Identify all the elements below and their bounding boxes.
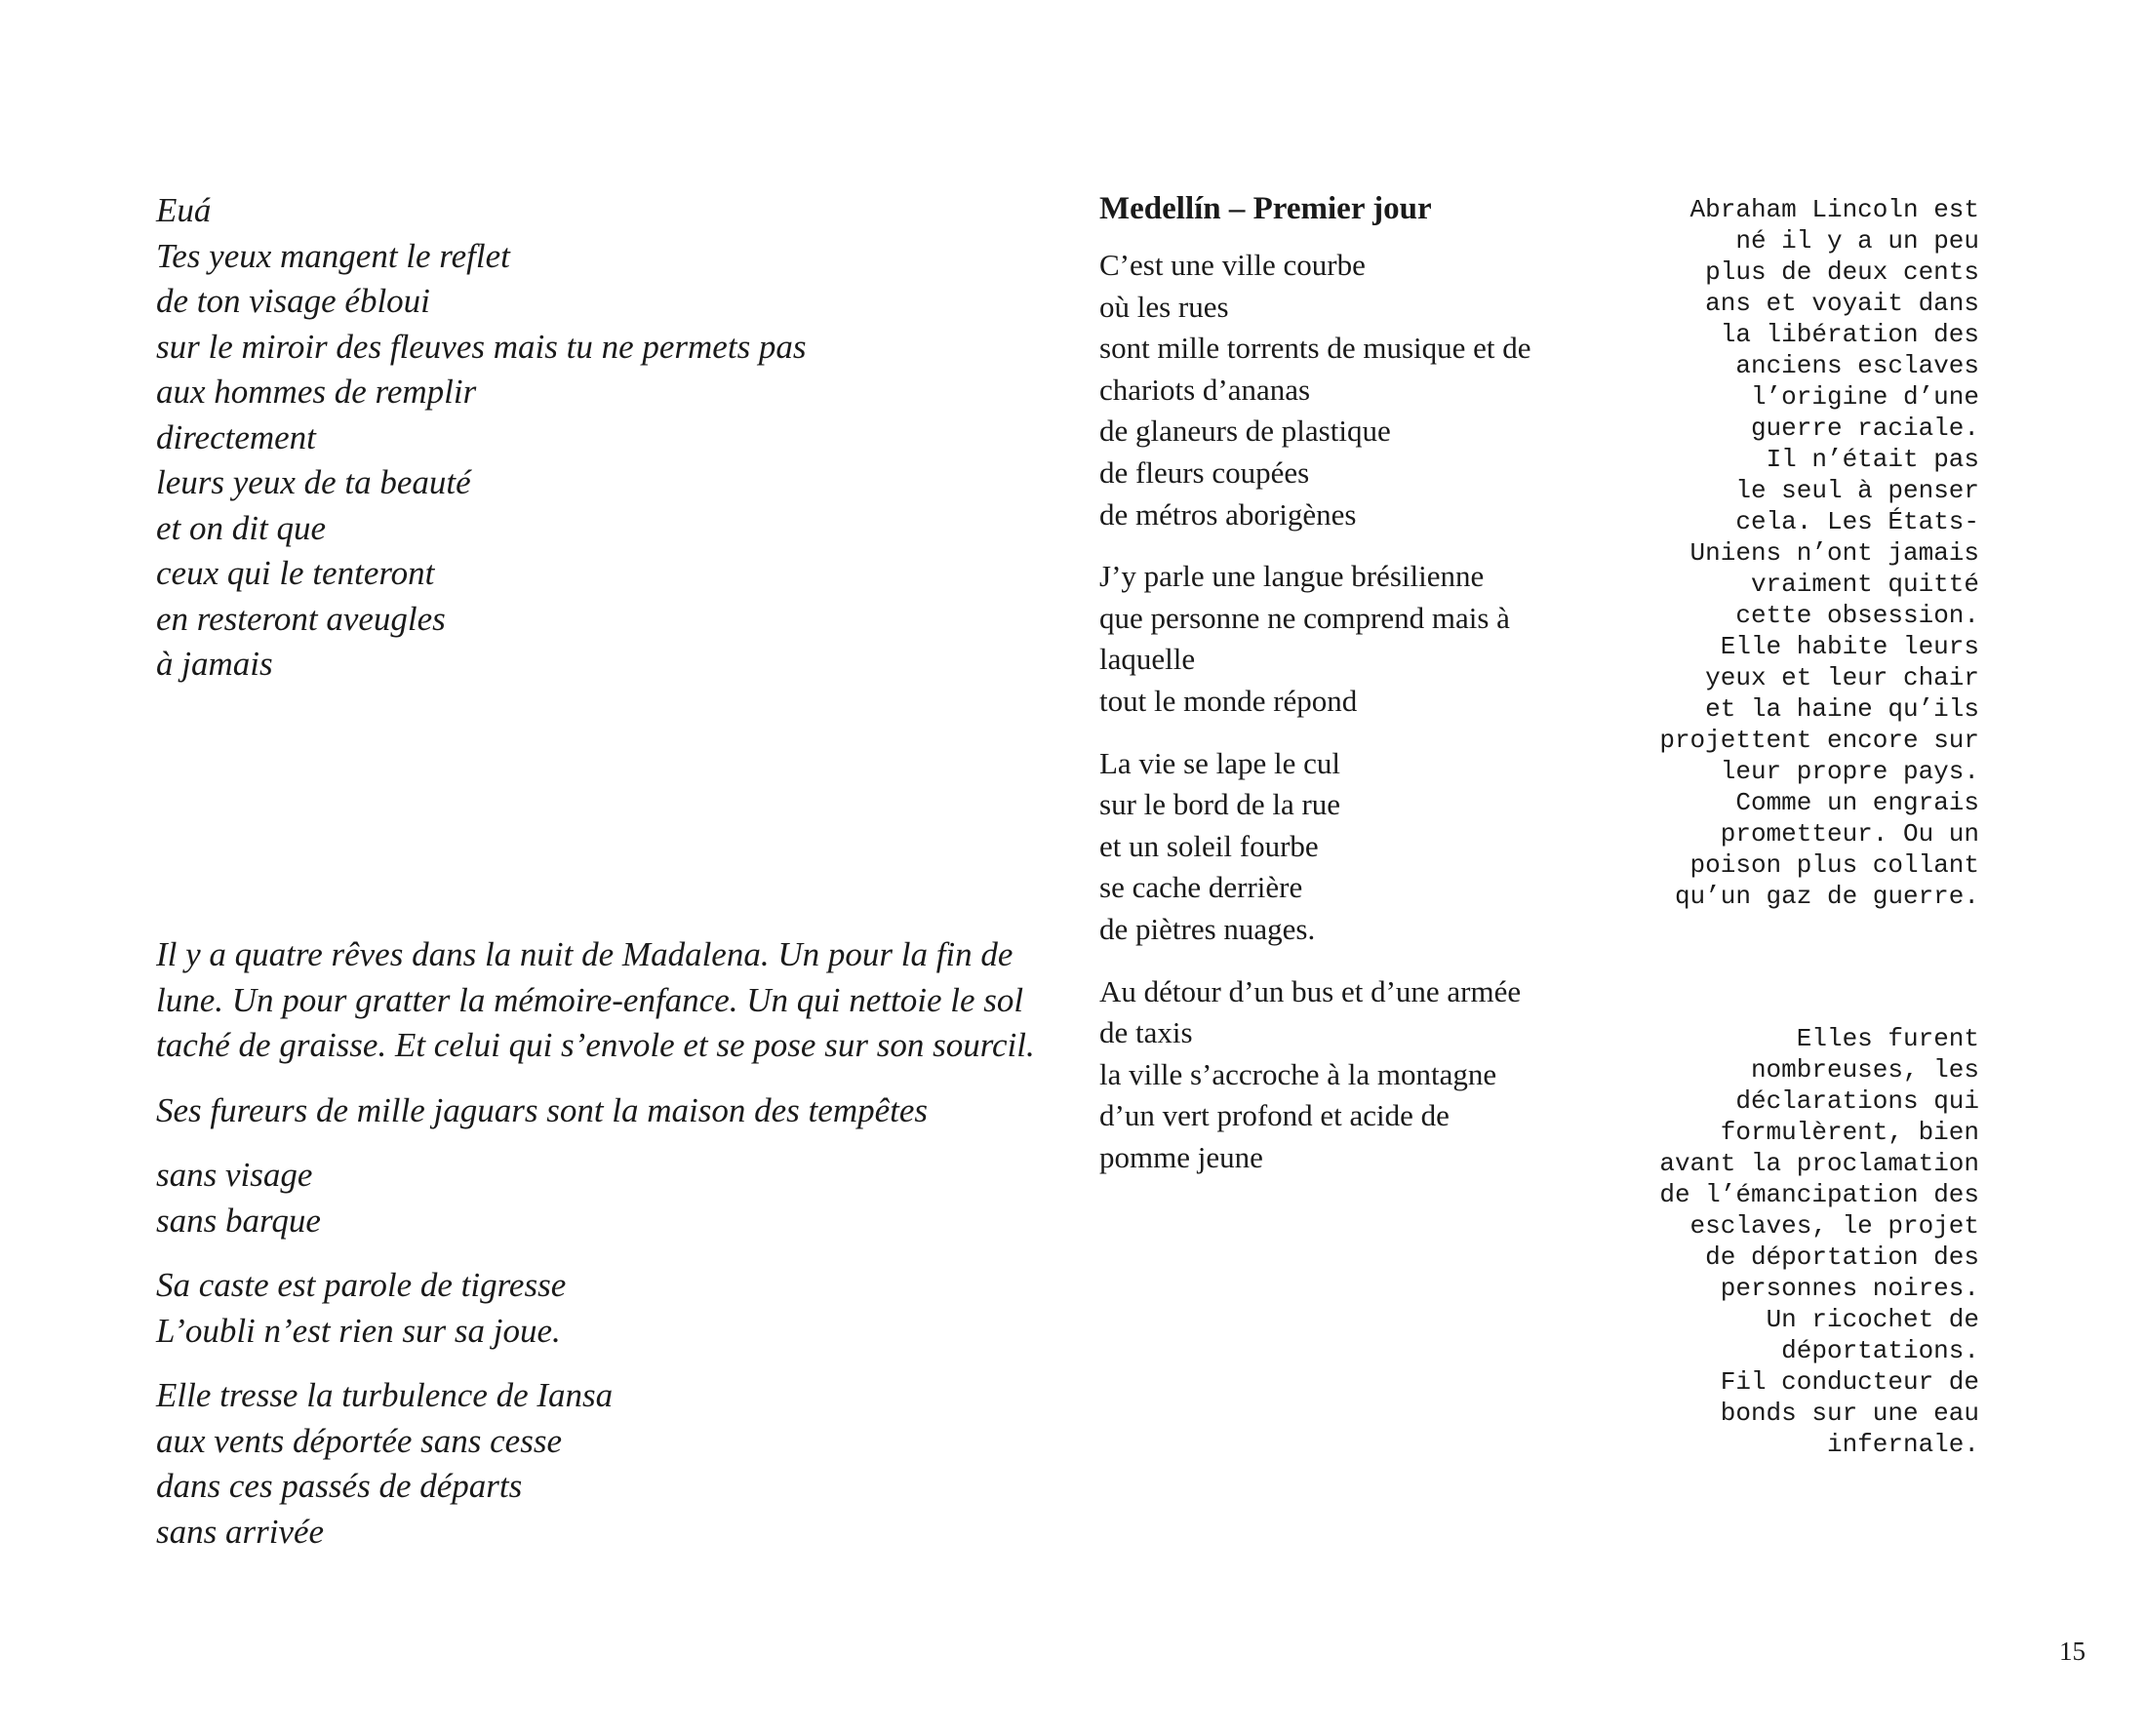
note-line: leur propre pays. <box>1720 757 1979 786</box>
note-line: Elle habite leurs <box>1720 632 1979 661</box>
note-line: Elles furent <box>1796 1024 1979 1053</box>
note-line: plus de deux cents <box>1705 257 1979 287</box>
page-number: 15 <box>2059 1637 2086 1666</box>
note-line: anciens esclaves <box>1735 351 1979 380</box>
poem-line: de piètres nuages. <box>1099 911 1316 946</box>
poem-line: Elle tresse la turbulence de Iansa <box>156 1376 614 1414</box>
poem-line: aux hommes de remplir <box>156 373 477 411</box>
poem-line: sur le bord de la rue <box>1099 787 1341 822</box>
poem-line: Au détour d’un bus et d’une armée <box>1099 973 1522 1008</box>
note-line: qu’un gaz de guerre. <box>1674 882 1979 911</box>
poem-line: Tes yeux mangent le reflet <box>156 236 510 275</box>
stanza <box>156 1088 1034 1134</box>
poem-line: sans barque <box>156 1201 321 1240</box>
poem-line: de métros aborigènes <box>1099 496 1357 532</box>
note-line: Comme un engrais <box>1735 788 1979 817</box>
poem-line: sont mille torrents de musique et de <box>1099 331 1531 366</box>
poem-line: et un soleil fourbe <box>1099 828 1319 863</box>
poem-line: La vie se lape le cul <box>1099 745 1341 780</box>
note-line: Fil conducteur de <box>1720 1367 1979 1397</box>
poem-line: de glaneurs de plastique <box>1099 414 1391 449</box>
note-line: déclarations qui <box>1735 1086 1979 1116</box>
poem-line: à jamais <box>156 645 273 683</box>
poem-line: se cache derrière <box>1099 870 1303 905</box>
poem-line: ceux qui le tenteront <box>156 554 435 592</box>
note-line: projettent encore sur <box>1659 726 1979 755</box>
note-line: ans et voyait dans <box>1705 289 1979 318</box>
note-line: infernale. <box>1826 1430 1979 1459</box>
poem-title: Medellín – Premier jour <box>1099 191 1432 226</box>
poem-line: d’un vert profond et acide de <box>1099 1098 1450 1133</box>
note-line: cette obsession. <box>1735 601 1979 630</box>
stanza <box>156 1153 1034 1243</box>
note-line: esclaves, le projet <box>1689 1211 1979 1241</box>
note-line: déportations. <box>1781 1336 1979 1365</box>
stanza <box>1099 743 1587 951</box>
poem-line: aux vents déportée sans cesse <box>156 1421 562 1460</box>
poem-line: sur le miroir des fleuves mais tu ne permets pas <box>156 327 807 366</box>
note-line: Un ricochet de <box>1766 1305 1979 1334</box>
poem-line: chariots d’ananas <box>1099 372 1311 407</box>
poem-line: la ville s’accroche à la montagne <box>1099 1056 1497 1091</box>
poem-line: sans arrivée <box>156 1512 325 1551</box>
poem-line: de taxis <box>1099 1015 1193 1050</box>
stanza <box>1099 556 1587 722</box>
poem-line: sans visage <box>156 1156 313 1194</box>
note-line: bonds sur une eau <box>1720 1399 1979 1428</box>
note-line: Abraham Lincoln est <box>1689 195 1979 224</box>
note-line: Il n’était pas <box>1766 445 1979 474</box>
note-line: prometteur. Ou un <box>1720 819 1979 848</box>
poem-line: J’y parle une langue brésilienne <box>1099 559 1485 594</box>
poem-line: L’oubli n’est rien sur sa joue. <box>156 1311 561 1350</box>
note-line: poison plus collant <box>1689 850 1979 880</box>
poem-line: C’est une ville courbe <box>1099 248 1366 282</box>
poem-line: Euá <box>156 191 212 229</box>
stanza <box>1099 971 1587 1179</box>
poem-line: laquelle <box>1099 642 1196 677</box>
poem-line: dans ces passés de départs <box>156 1467 523 1505</box>
poem-line: Sa caste est parole de tigresse <box>156 1266 567 1304</box>
poem-line: Ses fureurs de mille jaguars sont la maison des tempêtes <box>156 1090 929 1129</box>
left-bottom-poem <box>156 932 1034 1574</box>
stanza <box>1099 245 1587 535</box>
poem-line: et on dit que <box>156 508 326 547</box>
right-bottom-note <box>1550 1023 1979 1460</box>
poem-line: où les rues <box>1099 289 1229 324</box>
poem-line: en resteront aveugles <box>156 599 446 638</box>
prose-line: lune. Un pour gratter la mémoire-enfance. Un qui nettoie le sol <box>156 980 1024 1019</box>
poem-line: directement <box>156 417 316 456</box>
note-line: personnes noires. <box>1720 1274 1979 1303</box>
note-line: avant la proclamation <box>1659 1149 1979 1178</box>
note-line: cela. Les États- <box>1735 507 1979 536</box>
poem-line: de fleurs coupées <box>1099 454 1310 490</box>
note-line: né il y a un peu <box>1735 226 1979 256</box>
stanza <box>156 1263 1034 1354</box>
poem-line: que personne ne comprend mais à <box>1099 600 1510 635</box>
note-line: formulèrent, bien <box>1720 1118 1979 1147</box>
left-top-poem <box>156 188 807 688</box>
poem-line: de ton visage ébloui <box>156 282 430 320</box>
note-line: de l’émancipation des <box>1659 1180 1979 1209</box>
note-line: de déportation des <box>1705 1243 1979 1272</box>
note-line: Uniens n’ont jamais <box>1689 538 1979 568</box>
note-line: et la haine qu’ils <box>1705 694 1979 724</box>
note-line: la libération des <box>1720 320 1979 349</box>
prose-line: taché de graisse. Et celui qui s’envole et se pose sur son sourcil. <box>156 1026 1035 1064</box>
note-line: yeux et leur chair <box>1705 663 1979 692</box>
right-top-note <box>1550 194 1979 912</box>
stanza <box>156 1373 1034 1555</box>
poem-line: leurs yeux de ta beauté <box>156 463 471 501</box>
poem-line: tout le monde répond <box>1099 683 1358 718</box>
prose-paragraph <box>156 932 1034 1069</box>
middle-poem <box>1099 187 1587 1199</box>
note-line: le seul à penser <box>1735 476 1979 505</box>
note-line: vraiment quitté <box>1750 570 1979 599</box>
note-line: nombreuses, les <box>1750 1055 1979 1085</box>
note-line: l’origine d’une <box>1750 382 1979 412</box>
note-line: guerre raciale. <box>1750 414 1979 443</box>
poem-line: pomme jeune <box>1099 1139 1263 1174</box>
prose-line: Il y a quatre rêves dans la nuit de Madalena. Un pour la fin de <box>156 935 1013 973</box>
